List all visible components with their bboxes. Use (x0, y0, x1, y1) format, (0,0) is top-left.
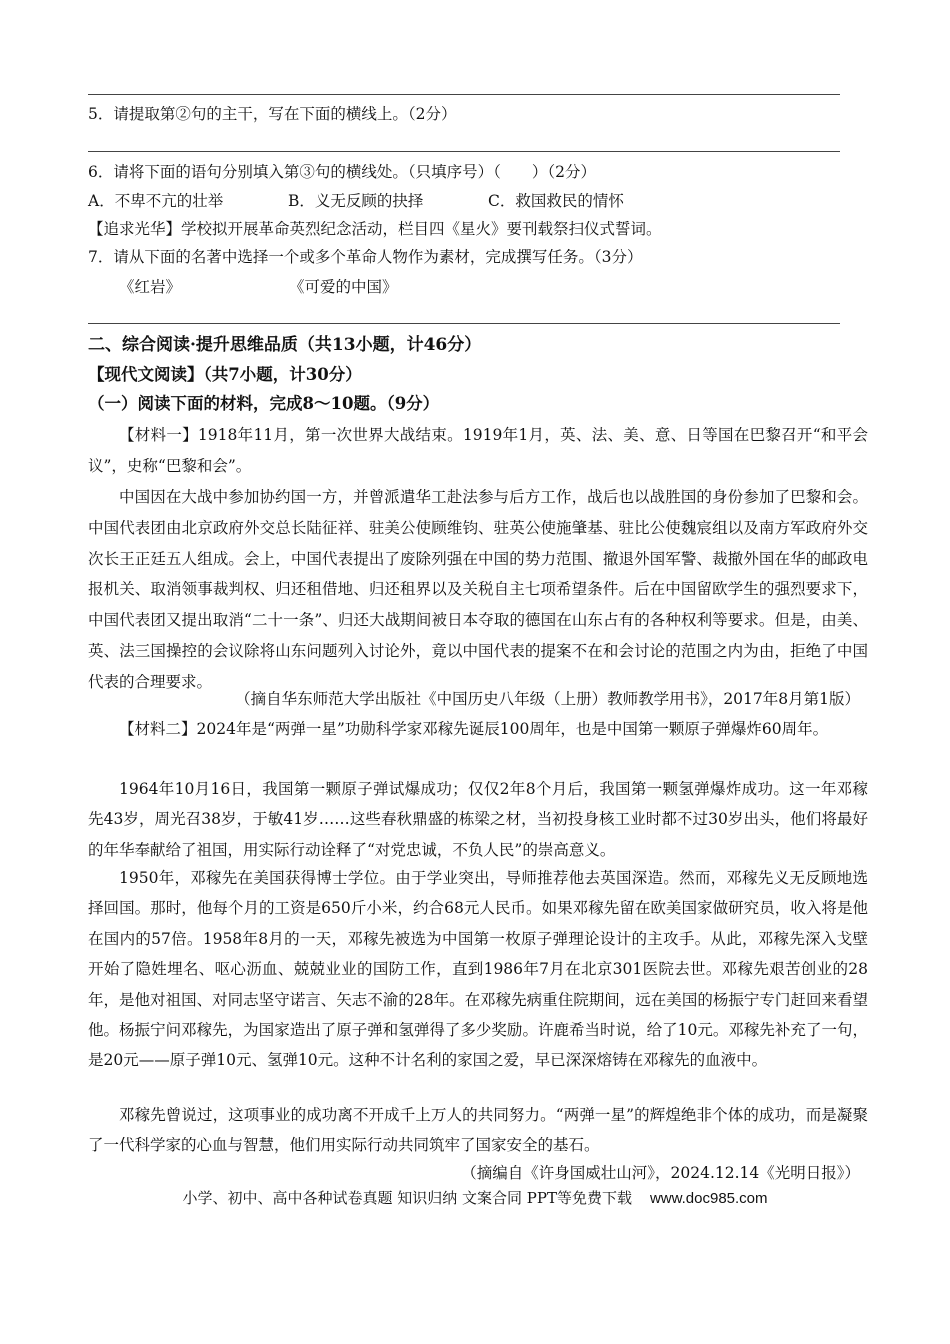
material-1-intro: 【材料一】1918年11月，第一次世界大战结束。1919年1月，英、法、美、意、日等国在巴黎召开“和平会议”，史称“巴黎和会”。 (88, 426, 868, 475)
material-2-intro: 【材料二】2024年是“两弹一星”功勋科学家邓稼先诞辰100周年，也是中国第一颗原子弹爆炸60周年。 (119, 720, 829, 738)
option-c: C．救国救民的情怀 (488, 192, 624, 210)
material-2-source: （摘编自《许身国威壮山河》，2024.12.14《光明日报》） (461, 1164, 860, 1182)
chase-glory-task: 【追求光华】学校拟开展革命英烈纪念活动，栏目四《星火》要刊载祭扫仪式誓词。 (88, 220, 662, 238)
material-1-source: （摘自华东师范大学出版社《中国历史八年级（上册）教师教学用书》，2017年8月第1版） (235, 690, 860, 708)
answer-line (88, 151, 840, 152)
answer-line (88, 323, 840, 324)
part-one-heading: （一）阅读下面的材料，完成8～10题。（9分） (88, 394, 440, 413)
material-2-para-2: 1950年，邓稼先在美国获得博士学位。由于学业突出，导师推荐他去英国深造。然而，邓稼先义无反顾地选择回国。那时，他每个月的工资是650斤小米，约合68元人民币。如果邓稼先留在欧美国家做研究员，收入将是他在国内的57倍。1958年8月的一天，邓稼先被选为中国第一枚原子弹理论设计的主攻手。从此，邓稼先深入戈壁开始了隐姓埋名、呕心沥血、兢兢业业的国防工作，直到1986年7月在北京301医院去世。邓稼先艰苦创业的28年，是他对祖国、对同志坚守诺言、矢志不渝的28年。在邓稼先病重住院期间，远在美国的杨振宁专门赶回来看望他。杨振宁问邓稼先，为国家造出了原子弹和氢弹得了多少奖励。许鹿希当时说，给了10元。邓稼先补充了一句，是20元——原子弹10元、氢弹10元。这种不计名利的家国之爱，早已深深熔铸在邓稼先的血液中。 (88, 869, 868, 1070)
question-6-options (88, 191, 624, 211)
option-a: A．不卑不亢的壮举 (88, 192, 224, 210)
book-lovely-china: 《可爱的中国》 (289, 278, 398, 296)
answer-line (88, 94, 840, 95)
question-5: 5．请提取第②句的主干，写在下面的横线上。（2分） (88, 105, 457, 123)
modern-reading-heading: 【现代文阅读】（共7小题，计30分） (88, 365, 362, 384)
book-list (119, 277, 398, 297)
material-2-para-1: 1964年10月16日，我国第一颗原子弹试爆成功；仅仅2年8个月后，我国第一颗氢弹爆炸成功。这一年邓稼先43岁，周光召38岁，于敏41岁……这些春秋鼎盛的栋梁之材，当初投身核工业时都不过30岁出头，他们将最好的年华奉献给了祖国，用实际行动诠释了“对党忠诚，不负人民”的崇高意义。 (88, 780, 868, 859)
footer-text: 小学、初中、高中各种试卷真题 知识归纳 文案合同 PPT等免费下载 (182, 1189, 632, 1207)
question-6: 6．请将下面的语句分别填入第③句的横线处。（只填序号）（ ）（2分） (88, 163, 596, 181)
material-2-para-3: 邓稼先曾说过，这项事业的成功离不开成千上万人的共同努力。“两弹一星”的辉煌绝非个体的成功，而是凝聚了一代科学家的心血与智慧，他们用实际行动共同筑牢了国家安全的基石。 (88, 1106, 868, 1155)
option-b: B．义无反顾的抉择 (288, 192, 424, 210)
question-7: 7．请从下面的名著中选择一个或多个革命人物作为素材，完成撰写任务。（3分） (88, 248, 643, 266)
footer-banner (0, 1188, 950, 1209)
footer-url[interactable]: www.doc985.com (649, 1190, 768, 1207)
material-1-body: 中国因在大战中参加协约国一方，并曾派遣华工赴法参与后方工作，战后也以战胜国的身份参加了巴黎和会。中国代表团由北京政府外交总长陆征祥、驻美公使顾维钧、驻英公使施肇基、驻比公使魏宸组以及南方军政府外交次长王正廷五人组成。会上，中国代表提出了废除列强在中国的势力范围、撤退外国军警、裁撤外国在华的邮政电报机关、取消领事裁判权、归还租借地、归还租界以及关税自主七项希望条件。后在中国留欧学生的强烈要求下，中国代表团又提出取消“二十一条”、归还大战期间被日本夺取的德国在山东占有的各种权利等要求。但是，由美、英、法三国操控的会议除将山东问题列入讨论外，竟以中国代表的提案不在和会讨论的范围之内为由，拒绝了中国代表的合理要求。 (88, 488, 868, 691)
section-title: 二、综合阅读·提升思维品质（共13小题，计46分） (88, 335, 482, 355)
book-hongyan: 《红岩》 (119, 278, 182, 296)
